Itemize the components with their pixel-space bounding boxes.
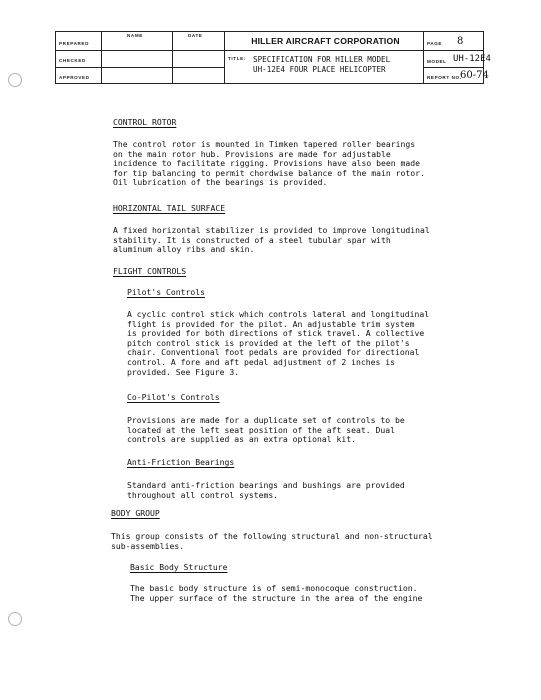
- binder-hole-top: [8, 73, 22, 87]
- text-line: Standard anti-friction bearings and bushings are provided: [127, 480, 405, 490]
- heading-control-rotor: CONTROL ROTOR: [113, 117, 177, 127]
- text-line: flight is provided for the pilot. An adjustable trim system: [127, 318, 415, 329]
- text-line: throughout all control systems.: [127, 489, 279, 500]
- checked-label: CHECKED: [59, 58, 86, 63]
- heading-body-group: BODY GROUP: [111, 508, 160, 518]
- paragraph-body-group: [111, 532, 433, 551]
- paragraph-pilots-controls: [127, 310, 429, 377]
- text-line: pitch control stick is provided at the left of the pilot's: [127, 337, 410, 348]
- heading-pilots-controls: Pilot's Controls: [127, 287, 205, 297]
- text-line: This group consists of the following structural and non-structural: [111, 531, 433, 541]
- heading-basic-body-structure: Basic Body Structure: [130, 562, 228, 572]
- text-line: The upper surface of the structure in the area of the engine: [130, 592, 423, 603]
- date-label: DATE: [188, 33, 203, 38]
- page-number: 8: [457, 36, 464, 47]
- paragraph-anti-friction-bearings: [127, 481, 405, 500]
- paragraph-basic-body-structure: [130, 584, 422, 603]
- heading-horizontal-tail: HORIZONTAL TAIL SURFACE: [113, 203, 226, 213]
- model-label: MODEL: [427, 59, 447, 64]
- text-line: sub-assemblies.: [111, 540, 185, 551]
- model-value: UH-12E4: [453, 54, 491, 64]
- text-line: Provisions are made for a duplicate set of controls to be: [127, 415, 405, 425]
- text-line: Oil lubrication of the bearings is provided.: [113, 177, 328, 188]
- text-line: A cyclic control stick which controls lateral and longitudinal: [127, 309, 430, 319]
- report-number-value: 60-74: [460, 70, 489, 81]
- text-line: is provided for both directions of stick travel. A collective: [127, 328, 425, 339]
- prepared-label: PREPARED: [59, 41, 89, 46]
- name-label: NAME: [127, 33, 143, 38]
- text-line: incidence to facilitate rigging. Provisions have also been made: [113, 158, 420, 169]
- paragraph-horizontal-tail: [113, 226, 430, 255]
- text-line: on the main rotor hub. Provisions are made for adjustable: [113, 148, 391, 159]
- text-line: for tip balancing to permit chordwise balance of the main rotor.: [113, 167, 425, 178]
- text-line: controls are supplied as an extra optional kit.: [127, 434, 357, 445]
- title-line-1: SPECIFICATION FOR HILLER MODEL: [253, 55, 391, 64]
- corporation-name: HILLER AIRCRAFT CORPORATION: [251, 36, 400, 46]
- text-line: chair. Conventional foot pedals are provided for directional: [127, 347, 420, 358]
- paragraph-copilots-controls: [127, 416, 405, 445]
- paragraph-control-rotor: [113, 140, 425, 188]
- text-line: aluminum alloy ribs and skin.: [113, 244, 255, 255]
- text-line: located at the left seat position of the aft seat. Dual: [127, 424, 396, 435]
- heading-anti-friction-bearings: Anti-Friction Bearings: [127, 457, 235, 467]
- text-line: stability. It is constructed of a steel tubular spar with: [113, 234, 391, 245]
- specification-title: [253, 55, 390, 75]
- heading-flight-controls: FLIGHT CONTROLS: [113, 266, 187, 276]
- text-line: control. A fore and aft pedal adjustment of 2 inches is: [127, 356, 396, 367]
- report-number-label: REPORT NO.: [427, 75, 462, 80]
- report-header-form: [55, 31, 491, 84]
- text-line: The basic body structure is of semi-monocoque construction.: [130, 583, 418, 593]
- text-line: A fixed horizontal stabilizer is provided to improve longitudinal: [113, 225, 430, 235]
- approved-label: APPROVED: [59, 75, 90, 80]
- text-line: provided. See Figure 3.: [127, 366, 240, 377]
- binder-hole-bottom: [8, 612, 22, 626]
- page-label: PAGE: [427, 41, 443, 46]
- text-line: The control rotor is mounted in Timken tapered roller bearings: [113, 139, 416, 149]
- heading-copilots-controls: Co-Pilot's Controls: [127, 392, 220, 402]
- title-label: TITLE:: [228, 56, 246, 61]
- title-line-2: UH-12E4 FOUR PLACE HELICOPTER: [253, 65, 386, 74]
